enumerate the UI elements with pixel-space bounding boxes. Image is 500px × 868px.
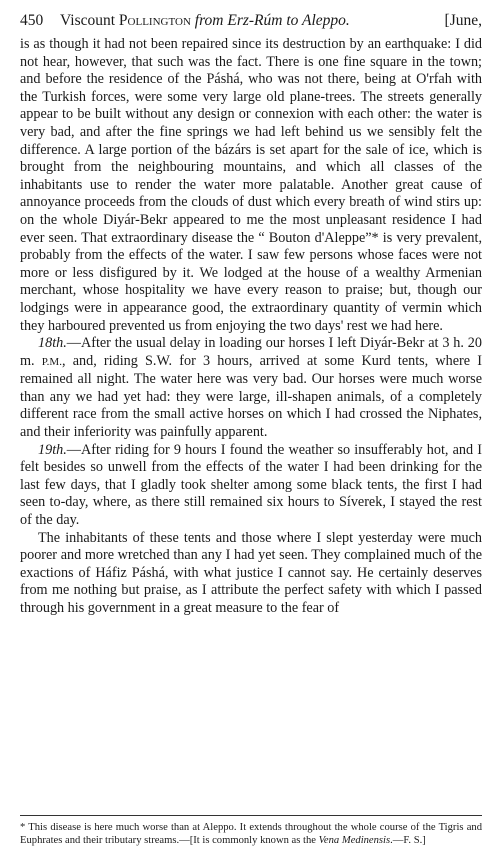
title-rest: from Erz-Rúm to Aleppo. — [194, 12, 350, 29]
paragraph-1: is as though it had not been repaired since its destruction by an earthquake: I did not hear, however, that such was the fact. There is one fine square in the town; and before the residence of the Páshá, who was not there, being at O'rfah with the Turkish forces, were some very large old plane-trees. The streets generally appear to be built without any design or connexion with each other: the water is very bad, and after the fine springs we had left behind us we sensibly felt the difference. A large portion of the bázárs is set apart for the sale of ice, which is brought from the neighbouring mountains, and which all classes of the inhabitants use to render the water more palatable. Another great cause of annoyance proceeds from the clouds of dust which every breath of wind stirs up: on the whole Diyár-Bekr appeared to me the most unpleasant residence I had ever seen. That extraordinary disease the “ Bouton d'Aleppe”* is very prevalent, probably from the effects of the water. I saw few persons whose faces were not more or less disfigured by it. We lodged at the house of a wealthy Armenian merchant, whose hospitality we have every reason to praise; but, though our lodgings were in appearance good, the extraordinary quantity of vermin which they harboured prevented us from enjoying the two days' rest we had here. — [20, 36, 482, 334]
author-prefix: Viscount — [60, 12, 116, 29]
paragraph-2 — [20, 335, 482, 442]
date-19th: 19th. — [38, 441, 67, 458]
footnote-text-b: .—F. S.] — [390, 835, 426, 847]
running-head — [20, 10, 482, 32]
running-title — [60, 10, 350, 32]
author-name: Pollington — [118, 12, 191, 29]
footnote-italic: Vena Medinensis — [318, 835, 391, 847]
footnote — [20, 821, 482, 848]
page-number: 450 — [20, 12, 44, 29]
page — [20, 10, 482, 618]
paragraph-3 — [20, 442, 482, 530]
footnote-text-a: * This disease is here much worse than at Aleppo. It extends throughout the whole course of the Tigris and Euphrates and their tributary streams.—[It is commonly known as the — [20, 822, 482, 847]
paragraph-2-text-a: —After the usual delay in loading our horses I left Diyár-Bekr at 3 h. 20 m. — [20, 335, 482, 369]
running-head-month: [June, — [444, 12, 482, 29]
body-text — [20, 36, 482, 618]
pm-abbrev: P.M. — [41, 355, 62, 368]
paragraph-3-text: —After riding for 9 hours I found the weather so insufferably hot, and I felt besides so unwell from the effects of the water I had been drinking for the last few days, that I gladly took shelter among some black tents, the first I had seen to-day, where, as there still remained six hours to Síverek, I stayed the rest of the day. — [20, 441, 482, 529]
footnote-rule — [20, 815, 482, 816]
paragraph-2-text-b: , and, riding S.W. for 3 hours, arrived at some Kurd tents, where I remained all night. The water here was very bad. Our horses were much worse than any we had yet had: they were large, ill-shapen animals, of a completely different race from the small active horses on which I had crossed the Niphates, and their inferiority was painfully apparent. — [20, 352, 482, 441]
paragraph-4: The inhabitants of these tents and those where I slept yesterday were much poorer and more wretched than any I had yet seen. They complained much of the exactions of Háfiz Páshá, with what justice I cannot say. He certainly deserves from me nothing but praise, as I attribute the perfect safety with which I passed through his government in a great measure to the fear of — [20, 529, 482, 616]
date-18th: 18th. — [38, 335, 67, 352]
